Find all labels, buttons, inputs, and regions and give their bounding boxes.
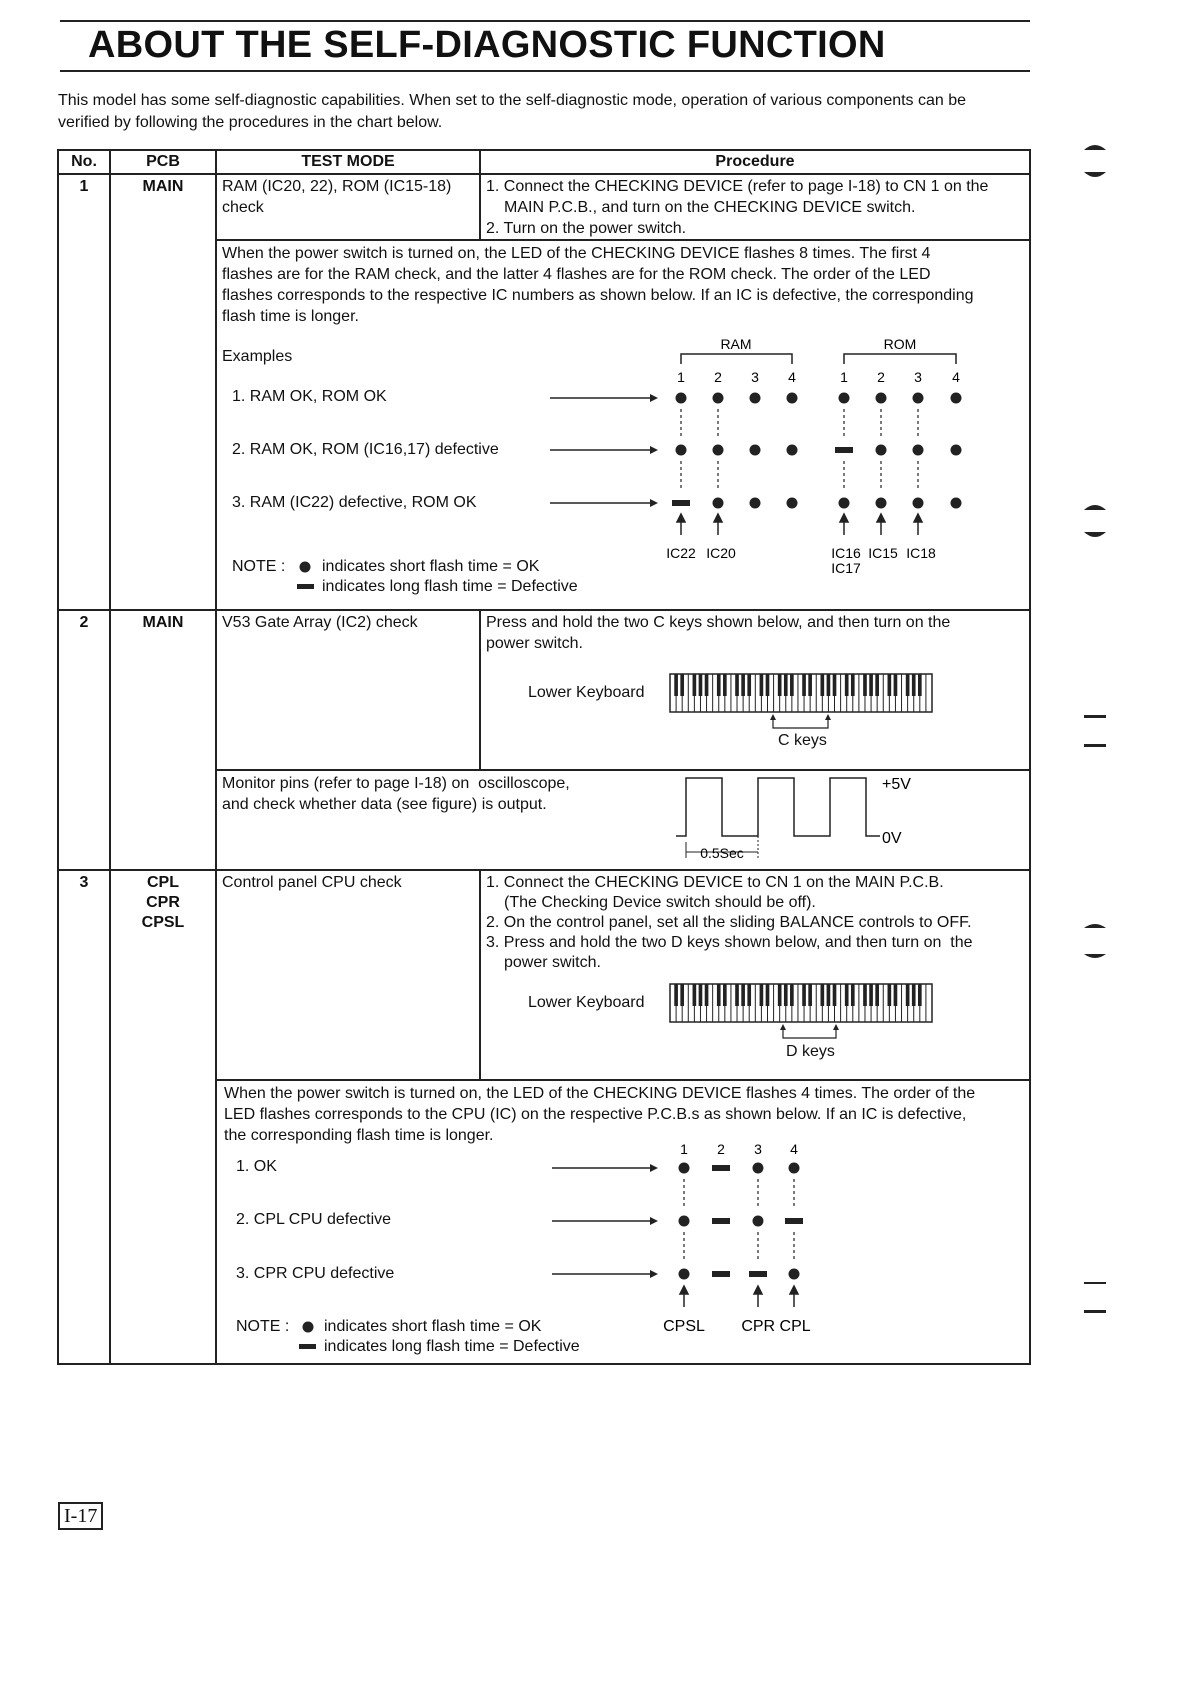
short-flash-dot	[676, 445, 687, 456]
row2-keyboard-label: Lower Keyboard	[528, 684, 645, 701]
arrow-head-3	[650, 499, 658, 507]
flash-position-number: 2	[714, 369, 722, 385]
row3-desc-1: When the power switch is turned on, the LED of the CHECKING DEVICE flashes 4 times. The order of the	[224, 1085, 976, 1102]
black-key	[778, 674, 782, 696]
short-flash-dot	[876, 445, 887, 456]
row2-keys-label: C keys	[778, 732, 827, 749]
row3-example-2: 2. CPL CPU defective	[236, 1211, 392, 1228]
flash-position-number: 3	[754, 1141, 762, 1157]
black-key	[802, 984, 806, 1006]
black-key	[766, 984, 770, 1006]
square-wave	[676, 778, 880, 836]
black-key	[918, 984, 922, 1006]
black-key	[869, 674, 873, 696]
black-key	[680, 674, 684, 696]
short-flash-dot	[679, 1216, 690, 1227]
row3-led-diagram	[540, 1135, 840, 1345]
black-key	[894, 984, 898, 1006]
short-flash-dot-icon	[301, 1320, 315, 1334]
long-flash-bar-icon	[296, 582, 316, 592]
keyboard-outline	[670, 674, 932, 712]
key-pointer-arrow	[833, 1024, 839, 1030]
black-key	[784, 984, 788, 1006]
black-key	[912, 674, 916, 696]
black-key	[680, 984, 684, 1006]
short-flash-dot	[679, 1163, 690, 1174]
black-key	[851, 674, 855, 696]
row1-examples-label: Examples	[222, 348, 293, 365]
black-key	[674, 674, 678, 696]
row3-keyboard-diagram	[660, 980, 940, 1042]
long-flash-bar	[785, 1218, 803, 1224]
ic17-label: IC17	[831, 560, 861, 576]
black-key	[723, 984, 727, 1006]
black-key	[869, 984, 873, 1006]
page-title: ABOUT THE SELF-DIAGNOSTIC FUNCTION	[88, 24, 886, 66]
row3-desc-2: LED flashes corresponds to the CPU (IC) on the respective P.C.B.s as shown below. If an IC is defective,	[224, 1106, 967, 1123]
black-key	[790, 984, 794, 1006]
black-key	[705, 674, 709, 696]
rom-bracket	[844, 354, 956, 364]
cpr-cpl-label: CPR CPL	[741, 1318, 811, 1335]
short-flash-dot	[839, 393, 850, 404]
long-flash-bar	[672, 500, 690, 506]
long-flash-bar-icon	[298, 1342, 318, 1352]
cpu-pointer-arrows	[680, 1286, 798, 1307]
black-key	[918, 674, 922, 696]
row1-proc-3: 2. Turn on the power switch.	[486, 220, 687, 237]
black-key	[808, 984, 812, 1006]
row2-keyboard-diagram	[660, 670, 940, 732]
black-key	[699, 674, 703, 696]
long-flash-bar	[712, 1165, 730, 1171]
row1-desc-3: flashes corresponds to the respective IC numbers as shown below. If an IC is defective, the corresponding	[222, 287, 974, 304]
black-key	[674, 984, 678, 1006]
header-no: No.	[71, 153, 97, 170]
long-flash-bar	[835, 447, 853, 453]
black-key	[790, 674, 794, 696]
black-key	[875, 674, 879, 696]
short-flash-dot	[839, 498, 850, 509]
dashed-connectors	[684, 1179, 794, 1262]
black-key	[888, 984, 892, 1006]
flash-position-number: 3	[751, 369, 759, 385]
short-flash-dot	[951, 498, 962, 509]
row1-example-3: 3. RAM (IC22) defective, ROM OK	[232, 494, 477, 511]
short-flash-dot	[753, 1163, 764, 1174]
key-pointer-arrow	[825, 714, 831, 720]
short-flash-dot	[951, 393, 962, 404]
ic-pointer-arrows	[677, 514, 922, 535]
black-key	[735, 984, 739, 1006]
row1-test-mode-2: check	[222, 199, 264, 216]
flash-position-number: 4	[788, 369, 796, 385]
row3-proc-5: power switch.	[504, 954, 601, 971]
black-key	[693, 984, 697, 1006]
flash-position-number: 4	[790, 1141, 798, 1157]
black-key	[693, 674, 697, 696]
row1-proc-2: MAIN P.C.B., and turn on the CHECKING DEVICE switch.	[504, 199, 916, 216]
short-flash-dot	[913, 393, 924, 404]
black-key	[699, 984, 703, 1006]
black-key	[808, 674, 812, 696]
long-flash-bar	[712, 1271, 730, 1277]
row1-example-1: 1. RAM OK, ROM OK	[232, 388, 387, 405]
row3-desc-3: the corresponding flash time is longer.	[224, 1127, 494, 1144]
short-flash-dot	[913, 498, 924, 509]
ic22-label: IC22	[666, 545, 696, 561]
flash-position-number: 1	[680, 1141, 688, 1157]
black-key	[906, 674, 910, 696]
keyboard-outline	[670, 984, 932, 1022]
black-key	[863, 674, 867, 696]
row3-keys-label: D keys	[786, 1043, 835, 1060]
row1-number: 1	[79, 178, 89, 195]
row3-proc-3: 2. On the control panel, set all the sliding BALANCE controls to OFF.	[486, 914, 972, 931]
row3-example-1: 1. OK	[236, 1158, 277, 1175]
black-key	[845, 674, 849, 696]
short-flash-dot	[789, 1163, 800, 1174]
short-flash-dot	[713, 393, 724, 404]
ram-label: RAM	[720, 336, 752, 352]
row1-proc-1: 1. Connect the CHECKING DEVICE (refer to page I-18) to CN 1 on the	[486, 178, 989, 195]
row1-test-mode-1: RAM (IC20, 22), ROM (IC15-18)	[222, 178, 452, 195]
intro-line-1: This model has some self-diagnostic capabilities. When set to the self-diagnostic mode, operation of various components can be	[58, 92, 967, 109]
black-key	[778, 984, 782, 1006]
black-key	[851, 984, 855, 1006]
arrow-head-2	[650, 446, 658, 454]
flash-position-number: 3	[914, 369, 922, 385]
rom-label: ROM	[883, 336, 917, 352]
short-flash-dot	[713, 498, 724, 509]
key-pointer-arrow	[770, 714, 776, 720]
short-flash-dot	[750, 498, 761, 509]
row2-test-mode: V53 Gate Array (IC2) check	[222, 614, 418, 631]
row3-proc-4: 3. Press and hold the two D keys shown below, and then turn on the	[486, 934, 973, 951]
black-key	[912, 984, 916, 1006]
black-key	[820, 674, 824, 696]
short-flash-dot	[876, 393, 887, 404]
ram-bracket	[681, 354, 792, 364]
key-pointer-arrow	[780, 1024, 786, 1030]
row1-desc-1: When the power switch is turned on, the LED of the CHECKING DEVICE flashes 8 times. The first 4	[222, 245, 931, 262]
row3-number: 3	[79, 874, 89, 891]
black-key	[845, 984, 849, 1006]
arrow-head-1	[650, 394, 658, 402]
row3-note-def: indicates long flash time = Defective	[324, 1338, 580, 1355]
v-low-label: 0V	[882, 830, 902, 847]
oscilloscope-waveform	[670, 772, 930, 864]
row1-desc-4: flash time is longer.	[222, 308, 359, 325]
header-procedure: Procedure	[715, 153, 795, 170]
black-key	[875, 984, 879, 1006]
cpsl-label: CPSL	[663, 1318, 705, 1335]
row3-proc-1: 1. Connect the CHECKING DEVICE to CN 1 on the MAIN P.C.B.	[486, 874, 944, 891]
black-key	[723, 674, 727, 696]
black-key	[766, 674, 770, 696]
row3-proc-2: (The Checking Device switch should be off).	[504, 894, 816, 911]
row2-pcb: MAIN	[142, 614, 184, 631]
black-key	[820, 984, 824, 1006]
black-key	[741, 674, 745, 696]
row3-test-mode: Control panel CPU check	[222, 874, 402, 891]
page-number: I-17	[58, 1502, 103, 1530]
key-bracket	[773, 718, 828, 728]
black-key	[717, 674, 721, 696]
short-flash-dot	[713, 445, 724, 456]
short-flash-dot	[676, 393, 687, 404]
row3-pcb-2: CPR	[146, 894, 180, 911]
row3-note-ok: indicates short flash time = OK	[324, 1318, 542, 1335]
row3-example-3: 3. CPR CPU defective	[236, 1265, 395, 1282]
row2-proc-2: power switch.	[486, 635, 583, 652]
ic20-label: IC20	[706, 545, 736, 561]
black-key	[888, 674, 892, 696]
flash-position-number: 1	[677, 369, 685, 385]
black-key	[705, 984, 709, 1006]
short-flash-dot	[787, 393, 798, 404]
ic18-label: IC18	[906, 545, 936, 561]
intro-line-2: verified by following the procedures in the chart below.	[58, 114, 443, 131]
row1-pcb: MAIN	[142, 178, 184, 195]
row3-note-label: NOTE :	[236, 1318, 290, 1335]
black-key	[760, 674, 764, 696]
short-flash-dot	[753, 1216, 764, 1227]
row3-pcb-3: CPSL	[141, 914, 185, 931]
header-test-mode: TEST MODE	[301, 153, 395, 170]
black-key	[863, 984, 867, 1006]
short-flash-dot	[750, 445, 761, 456]
row2-monitor-1: Monitor pins (refer to page I-18) on oscilloscope,	[222, 775, 570, 792]
short-flash-dot-icon	[298, 560, 312, 574]
short-flash-dot	[789, 1269, 800, 1280]
short-flash-dot	[679, 1269, 690, 1280]
black-key	[802, 674, 806, 696]
black-key	[760, 984, 764, 1006]
black-key	[833, 674, 837, 696]
row1-led-diagram	[540, 330, 980, 580]
black-key	[894, 674, 898, 696]
ic15-label: IC15	[868, 545, 898, 561]
header-pcb: PCB	[146, 153, 180, 170]
black-key	[833, 984, 837, 1006]
v-high-label: +5V	[882, 776, 911, 793]
black-key	[747, 984, 751, 1006]
ic16-label: IC16	[831, 545, 861, 561]
flash-position-number: 2	[717, 1141, 725, 1157]
black-key	[735, 674, 739, 696]
row1-example-2: 2. RAM OK, ROM (IC16,17) defective	[232, 441, 499, 458]
row1-desc-2: flashes are for the RAM check, and the latter 4 flashes are for the ROM check. The order of the LED	[222, 266, 931, 283]
period-label: 0.5Sec	[700, 845, 744, 861]
flash-position-number: 1	[840, 369, 848, 385]
long-flash-bar	[749, 1271, 767, 1277]
black-key	[827, 984, 831, 1006]
short-flash-dot	[750, 393, 761, 404]
row2-monitor-2: and check whether data (see figure) is output.	[222, 796, 547, 813]
long-flash-bar	[712, 1218, 730, 1224]
short-flash-dot	[876, 498, 887, 509]
black-key	[827, 674, 831, 696]
row1-note-def: indicates long flash time = Defective	[322, 578, 578, 595]
binding-hole-marks	[1080, 130, 1110, 1330]
row1-note-ok: indicates short flash time = OK	[322, 558, 540, 575]
row3-keyboard-label: Lower Keyboard	[528, 994, 645, 1011]
short-flash-dot	[951, 445, 962, 456]
black-key	[717, 984, 721, 1006]
black-key	[747, 674, 751, 696]
black-key	[741, 984, 745, 1006]
row2-number: 2	[79, 614, 89, 631]
black-key	[906, 984, 910, 1006]
flash-position-number: 2	[877, 369, 885, 385]
row3-pcb-1: CPL	[147, 874, 179, 891]
short-flash-dot	[787, 498, 798, 509]
key-bracket	[783, 1028, 836, 1038]
short-flash-dot	[913, 445, 924, 456]
row2-proc-1: Press and hold the two C keys shown below, and then turn on the	[486, 614, 951, 631]
short-flash-dot	[787, 445, 798, 456]
flash-position-number: 4	[952, 369, 960, 385]
black-key	[784, 674, 788, 696]
row1-note-label: NOTE :	[232, 558, 286, 575]
